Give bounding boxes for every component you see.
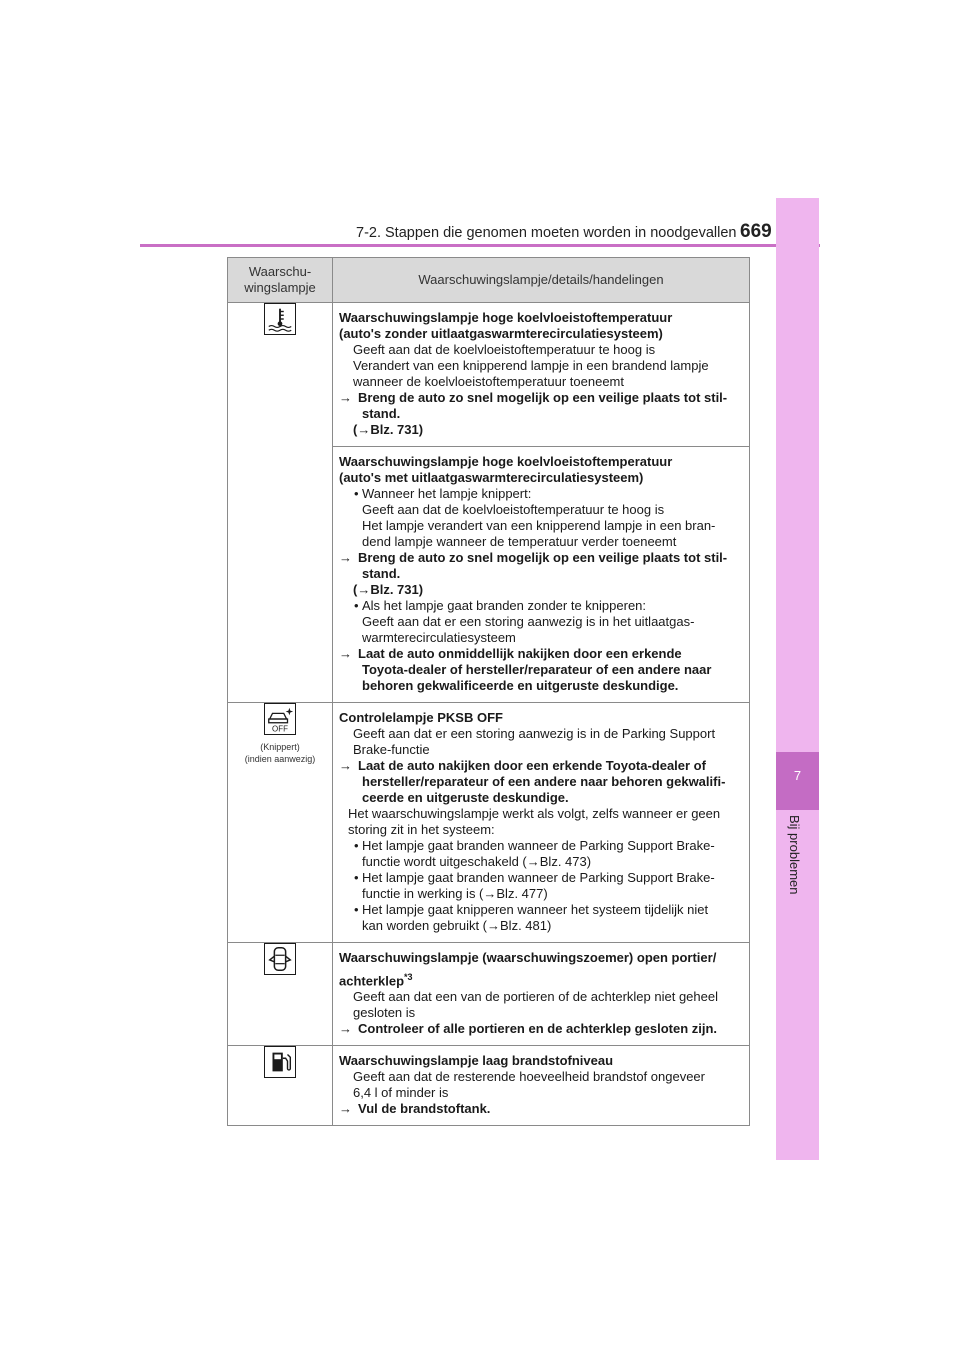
page-reference: (→Blz. 731) [353, 422, 424, 437]
note-line: storing zit in het systeem: [348, 822, 495, 837]
description-line: Het lampje verandert van een knipperend lampje in een bran- [362, 518, 716, 533]
door-open-icon [264, 943, 296, 975]
bullet-text: Als het lampje gaat branden zonder te knipperen: [362, 598, 647, 613]
coolant-temperature-icon [264, 303, 296, 335]
bullet-dot: • [354, 838, 359, 853]
arrow-icon: → [339, 758, 352, 773]
action-text: hersteller/reparateur of een andere naar behoren gekwalifi- [362, 774, 726, 789]
action-line [339, 1101, 743, 1117]
header-rule [140, 244, 820, 247]
action-text: behoren gekwalificeerde en uitgeruste deskundige. [362, 678, 679, 693]
fuel-icon-cell [228, 1046, 333, 1126]
row-title: Waarschuwingslampje laag brandstofniveau [339, 1053, 614, 1069]
action-text: Toyota-dealer of hersteller/reparateur of een andere naar [362, 662, 712, 677]
chapter-side-tab [776, 198, 819, 1160]
action-line [339, 1021, 743, 1037]
column-header-lamp-line2: wingslampje [244, 280, 316, 295]
arrow-icon: → [339, 390, 352, 405]
bullet-dot: • [354, 598, 359, 613]
pksb-off-icon [264, 703, 296, 735]
bullet-item [339, 838, 743, 854]
section-title: 7-2. Stappen die genomen moeten worden in noodgevallen [356, 225, 737, 241]
description-line: Verandert van een knipperend lampje in een brandend lampje [353, 358, 709, 373]
description-line: Geeft aan dat een van de portieren of de achterklep niet geheel [353, 989, 718, 1005]
description-line: functie in werking is (→Blz. 477) [362, 886, 548, 901]
description-line: Brake-functie [353, 742, 430, 757]
arrow-icon: → [339, 1021, 352, 1037]
action-line [339, 758, 743, 774]
description-line: Geeft aan dat de resterende hoeveelheid brandstof ongeveer [353, 1069, 705, 1085]
row-title: Waarschuwingslampje hoge koelvloeistoftemperatuur [339, 310, 673, 325]
table-row [228, 703, 750, 943]
pksb-icon-cell [228, 703, 333, 943]
bullet-text: Wanneer het lampje knippert: [362, 486, 532, 501]
arrow-icon: → [339, 1101, 352, 1117]
row-title: Waarschuwingslampje hoge koelvloeistoftemperatuur [339, 454, 673, 469]
arrow-icon: → [339, 646, 352, 661]
bullet-text: Het lampje gaat branden wanneer de Parking Support Brake- [362, 838, 715, 853]
action-text: Breng de auto zo snel mogelijk op een veilige plaats tot stil- [358, 390, 728, 405]
page-number: 669 [740, 221, 772, 242]
coolant-no-egr-description [333, 303, 750, 447]
action-text: stand. [362, 566, 401, 581]
row-title: Controlelampje PKSB OFF [339, 710, 503, 725]
action-text: Laat de auto onmiddellijk nakijken door een erkende [358, 646, 682, 661]
action-text: stand. [362, 406, 401, 421]
footnote-marker: *3 [404, 972, 413, 982]
icon-caption-blinks: (Knippert) [260, 742, 300, 752]
description-line: dend lampje wanneer de temperatuur verder toeneemt [362, 534, 677, 549]
coolant-with-egr-description [333, 447, 750, 703]
row-title-text: achterklep [339, 973, 405, 989]
column-header-lamp [228, 258, 333, 303]
table-row [228, 943, 750, 1046]
coolant-icon-cell [228, 303, 333, 703]
action-text: Vul de brandstoftank. [358, 1101, 491, 1117]
description-line: kan worden gebruikt (→Blz. 481) [362, 918, 552, 933]
fuel-pump-icon [264, 1046, 296, 1078]
description-line: warmterecirculatiesysteem [362, 630, 516, 645]
bullet-dot: • [354, 902, 359, 917]
description-line: Geeft aan dat de koelvloeistoftemperatuur te hoog is [353, 342, 656, 357]
arrow-icon: → [339, 550, 352, 565]
description-line: Geeft aan dat er een storing aanwezig is in de Parking Support [353, 726, 716, 741]
row-subtitle: (auto's zonder uitlaatgaswarmterecirculatiesysteem) [339, 326, 663, 341]
bullet-dot: • [354, 870, 359, 885]
description-line: wanneer de koelvloeistoftemperatuur toeneemt [353, 374, 624, 389]
description-line: Geeft aan dat de koelvloeistoftemperatuur te hoog is [362, 502, 665, 517]
page-reference: (→Blz. 731) [353, 582, 424, 597]
action-line [339, 550, 743, 566]
column-header-lamp-line1: Waarschu- [248, 264, 312, 279]
bullet-item [339, 870, 743, 886]
bullet-text: Het lampje gaat knipperen wanneer het systeem tijdelijk niet [362, 902, 709, 917]
column-header-details: Waarschuwingslampje/details/handelingen [333, 258, 750, 303]
bullet-text: Het lampje gaat branden wanneer de Parking Support Brake- [362, 870, 715, 885]
description-line: gesloten is [353, 1005, 416, 1021]
table-header-row [228, 258, 750, 303]
pksb-description [333, 703, 750, 943]
description-line: functie wordt uitgeschakeld (→Blz. 473) [362, 854, 592, 869]
row-title: Waarschuwingslampje (waarschuwingszoemer) open portier/ [339, 950, 717, 965]
description-line: 6,4 l of minder is [353, 1085, 449, 1101]
door-description [333, 943, 750, 1046]
row-subtitle: (auto's met uitlaatgaswarmterecirculatiesysteem) [339, 470, 644, 485]
table-row [228, 1046, 750, 1126]
action-text: ceerde en uitgeruste deskundige. [362, 790, 569, 805]
door-icon-cell [228, 943, 333, 1046]
bullet-item [339, 486, 743, 502]
chapter-label: Bij problemen [787, 815, 802, 895]
action-line [339, 390, 743, 406]
pksb-icon-text: OFF [272, 724, 288, 734]
action-text: Laat de auto nakijken door een erkende Toyota-dealer of [358, 758, 706, 773]
bullet-item [339, 902, 743, 918]
description-line: Geeft aan dat er een storing aanwezig is in het uitlaatgas- [362, 614, 695, 629]
action-text: Controleer of alle portieren en de achterklep gesloten zijn. [358, 1021, 718, 1037]
chapter-number: 7 [793, 768, 802, 783]
note-line: Het waarschuwingslampje werkt als volgt, zelfs wanneer er geen [348, 806, 721, 821]
bullet-item [339, 598, 743, 614]
bullet-dot: • [354, 486, 359, 501]
icon-caption-if-equipped: (indien aanwezig) [244, 754, 316, 764]
warning-lights-table [227, 257, 750, 1126]
action-line [339, 646, 743, 662]
action-text: Breng de auto zo snel mogelijk op een veilige plaats tot stil- [358, 550, 728, 565]
fuel-description [333, 1046, 750, 1126]
row-title-continued [339, 969, 743, 989]
table-row [228, 303, 750, 447]
